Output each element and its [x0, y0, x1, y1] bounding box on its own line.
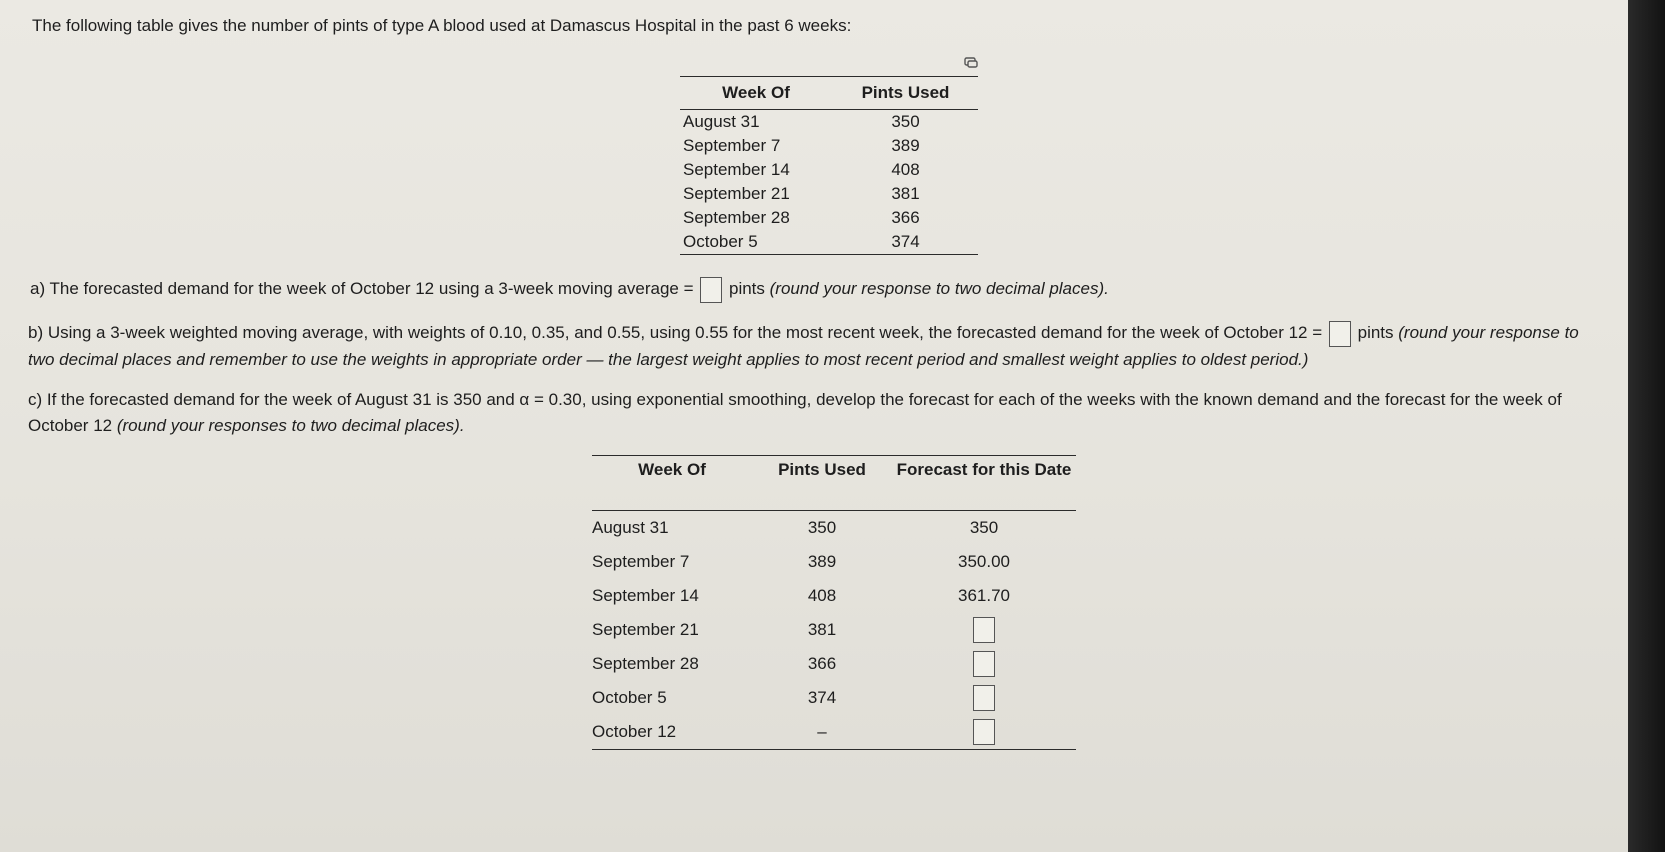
copy-table-icon[interactable] — [964, 57, 978, 68]
question-b-note: (round your response to two decimal places and remember to use the weights in appropriate order — the largest weight applies to most recent period and smallest weight applies to oldest period.) — [28, 323, 1579, 369]
intro-text: The following table gives the number of pints of type A blood used at Damascus Hospital in the past 6 weeks: — [32, 16, 852, 35]
table-row — [592, 511, 1076, 546]
table-row — [592, 647, 1076, 681]
week-cell: September 14 — [683, 160, 790, 179]
table-row — [592, 579, 1076, 613]
week-cell: October 5 — [680, 230, 833, 255]
pints-cell: 366 — [807, 654, 837, 673]
question-b-unit: pints — [1352, 323, 1399, 342]
answer-b-input[interactable] — [1329, 321, 1351, 347]
pints-cell: 374 — [807, 688, 837, 707]
week-cell: September 21 — [683, 184, 790, 203]
pints-cell: 389 — [891, 136, 920, 155]
pints-cell: 374 — [833, 230, 978, 255]
forecast-input-oct12[interactable] — [973, 719, 995, 745]
table-row — [592, 715, 1076, 750]
forecast-input-sep28[interactable] — [973, 651, 995, 677]
table-row — [592, 681, 1076, 715]
forecast-input-sep21[interactable] — [973, 617, 995, 643]
answer-a-input[interactable] — [700, 277, 722, 303]
week-cell: September 21 — [592, 620, 699, 639]
question-a-unit: pints — [724, 279, 770, 298]
question-b — [28, 320, 1588, 373]
header-pints-used: Pints Used — [833, 77, 978, 110]
week-cell: October 5 — [592, 688, 667, 707]
pints-cell: 408 — [891, 160, 920, 179]
header-pints-used: Pints Used — [752, 456, 892, 511]
blood-usage-table — [680, 76, 978, 255]
header-forecast: Forecast for this Date — [892, 456, 1076, 511]
week-cell: September 28 — [592, 654, 699, 673]
week-cell: September 14 — [592, 586, 699, 605]
table-row — [680, 206, 978, 230]
table-row — [680, 110, 978, 135]
question-a-note: (round your response to two decimal places). — [769, 279, 1109, 298]
week-cell: September 28 — [683, 208, 790, 227]
forecast-input-oct5[interactable] — [973, 685, 995, 711]
pints-cell: 350 — [891, 112, 920, 131]
week-cell: August 31 — [592, 518, 669, 537]
header-week-of: Week Of — [592, 456, 752, 511]
pints-cell: 389 — [807, 552, 837, 571]
question-c — [28, 387, 1608, 439]
question-c-note: (round your responses to two decimal places). — [116, 416, 465, 435]
question-a — [30, 276, 1109, 303]
table-row — [680, 158, 978, 182]
table-row — [592, 545, 1076, 579]
table-row — [592, 613, 1076, 647]
question-a-text: a) The forecasted demand for the week of October 12 using a 3-week moving average = — [30, 279, 699, 298]
question-b-text: b) Using a 3-week weighted moving average, with weights of 0.10, 0.35, and 0.55, using 0.55 for the most recent week, the forecasted demand for the week of October 12 = — [28, 323, 1327, 342]
pints-cell: 366 — [891, 208, 920, 227]
screen-edge — [1628, 0, 1665, 852]
week-cell: October 12 — [592, 715, 752, 750]
pints-cell: 350 — [807, 518, 837, 537]
forecast-cell: 350 — [969, 518, 999, 537]
pints-cell: 408 — [807, 586, 837, 605]
pints-cell: – — [752, 715, 892, 750]
header-week-of: Week Of — [680, 77, 833, 110]
question-c-text: c) If the forecasted demand for the week of August 31 is 350 and α = 0.30, using exponential smoothing, develop the forecast for each of the weeks with the known demand and the forecast for the week of October 12 — [28, 390, 1562, 435]
forecast-cell: 350.00 — [958, 552, 1010, 571]
table-row — [680, 182, 978, 206]
pints-cell: 381 — [891, 184, 920, 203]
forecast-cell: 361.70 — [958, 586, 1010, 605]
week-cell: September 7 — [683, 136, 781, 155]
exponential-smoothing-table — [592, 455, 1076, 750]
table-row — [680, 230, 978, 255]
pints-cell: 381 — [807, 620, 837, 639]
week-cell: September 7 — [592, 552, 690, 571]
week-cell: August 31 — [683, 112, 760, 131]
table-row — [680, 134, 978, 158]
